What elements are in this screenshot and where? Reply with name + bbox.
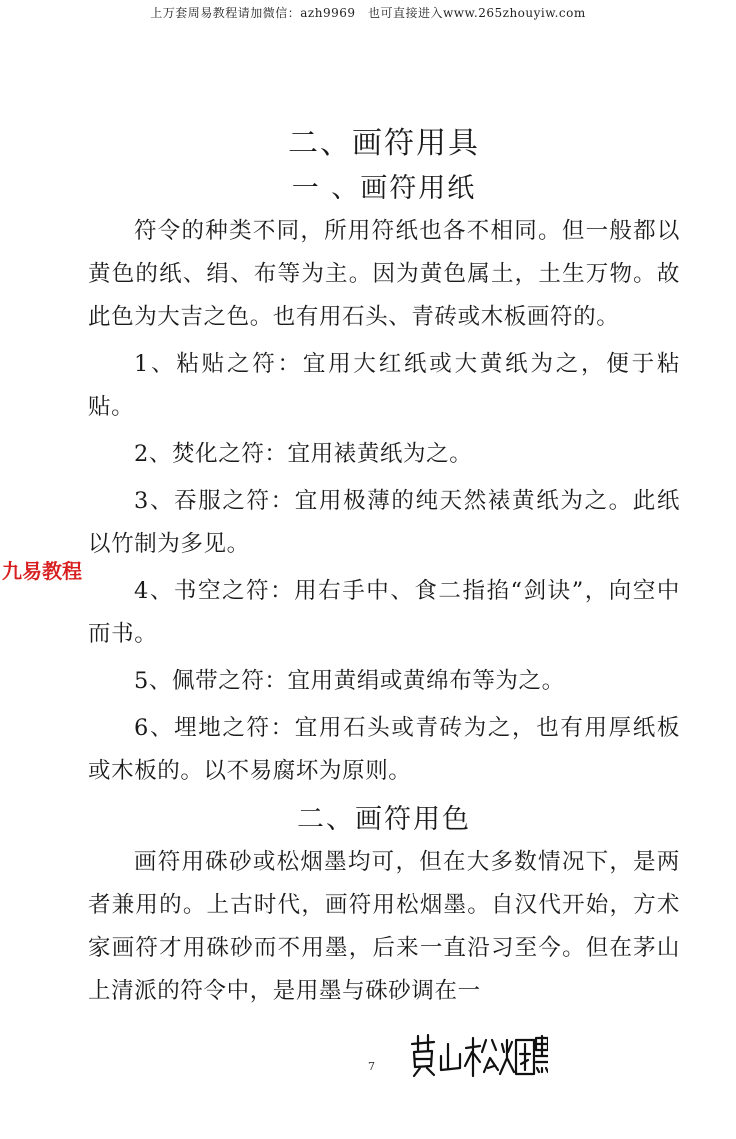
page-header-notice: 上万套周易教程请加微信：azh9969 也可直接进入www.265zhouyiw.com — [150, 6, 586, 20]
paragraph-paper-intro: 符令的种类不同，所用符纸也各不相同。但一般都以黄色的纸、绢、布等为主。因为黄色属土，土生万物。故此色为大吉之色。也有用石头、青砖或木板画符的。 — [88, 218, 680, 330]
list-item-paste-talisman: 1、粘贴之符：宜用大红纸或大黄纸为之，便于粘贴。 — [88, 351, 680, 420]
section-heading-paper: 一 、画符用纸 — [291, 173, 477, 204]
watermark-label: 九易教程 — [0, 555, 84, 584]
section-heading-color: 二、画符用色 — [297, 804, 471, 835]
list-item-swallow-talisman: 3、吞服之符：宜用极薄的纯天然裱黄纸为之。此纸以竹制为多见。 — [88, 488, 680, 557]
list-item-burn-talisman: 2、焚化之符：宜用裱黄纸为之。 — [134, 441, 473, 467]
list-item-air-writing-talisman: 4、书空之符：用右手中、食二指掐“剑诀”，向空中而书。 — [88, 578, 680, 647]
page-number: 7 — [368, 1060, 375, 1073]
content-body — [88, 120, 680, 1013]
handwritten-signature — [408, 1030, 548, 1080]
list-item-wear-talisman: 5、佩带之符：宜用黄绢或黄绵布等为之。 — [134, 668, 565, 694]
page-title: 二、画符用具 — [288, 126, 480, 161]
paragraph-color-intro: 画符用硃砂或松烟墨均可，但在大多数情况下，是两者兼用的。上古时代，画符用松烟墨。自汉代开始，方术家画符才用硃砂而不用墨，后来一直沿习至今。但在茅山上清派的符令中，是用墨与硃砂调在一 — [88, 849, 680, 1004]
list-item-bury-talisman: 6、埋地之符：宜用石头或青砖为之，也有用厚纸板或木板的。以不易腐坏为原则。 — [88, 715, 680, 784]
